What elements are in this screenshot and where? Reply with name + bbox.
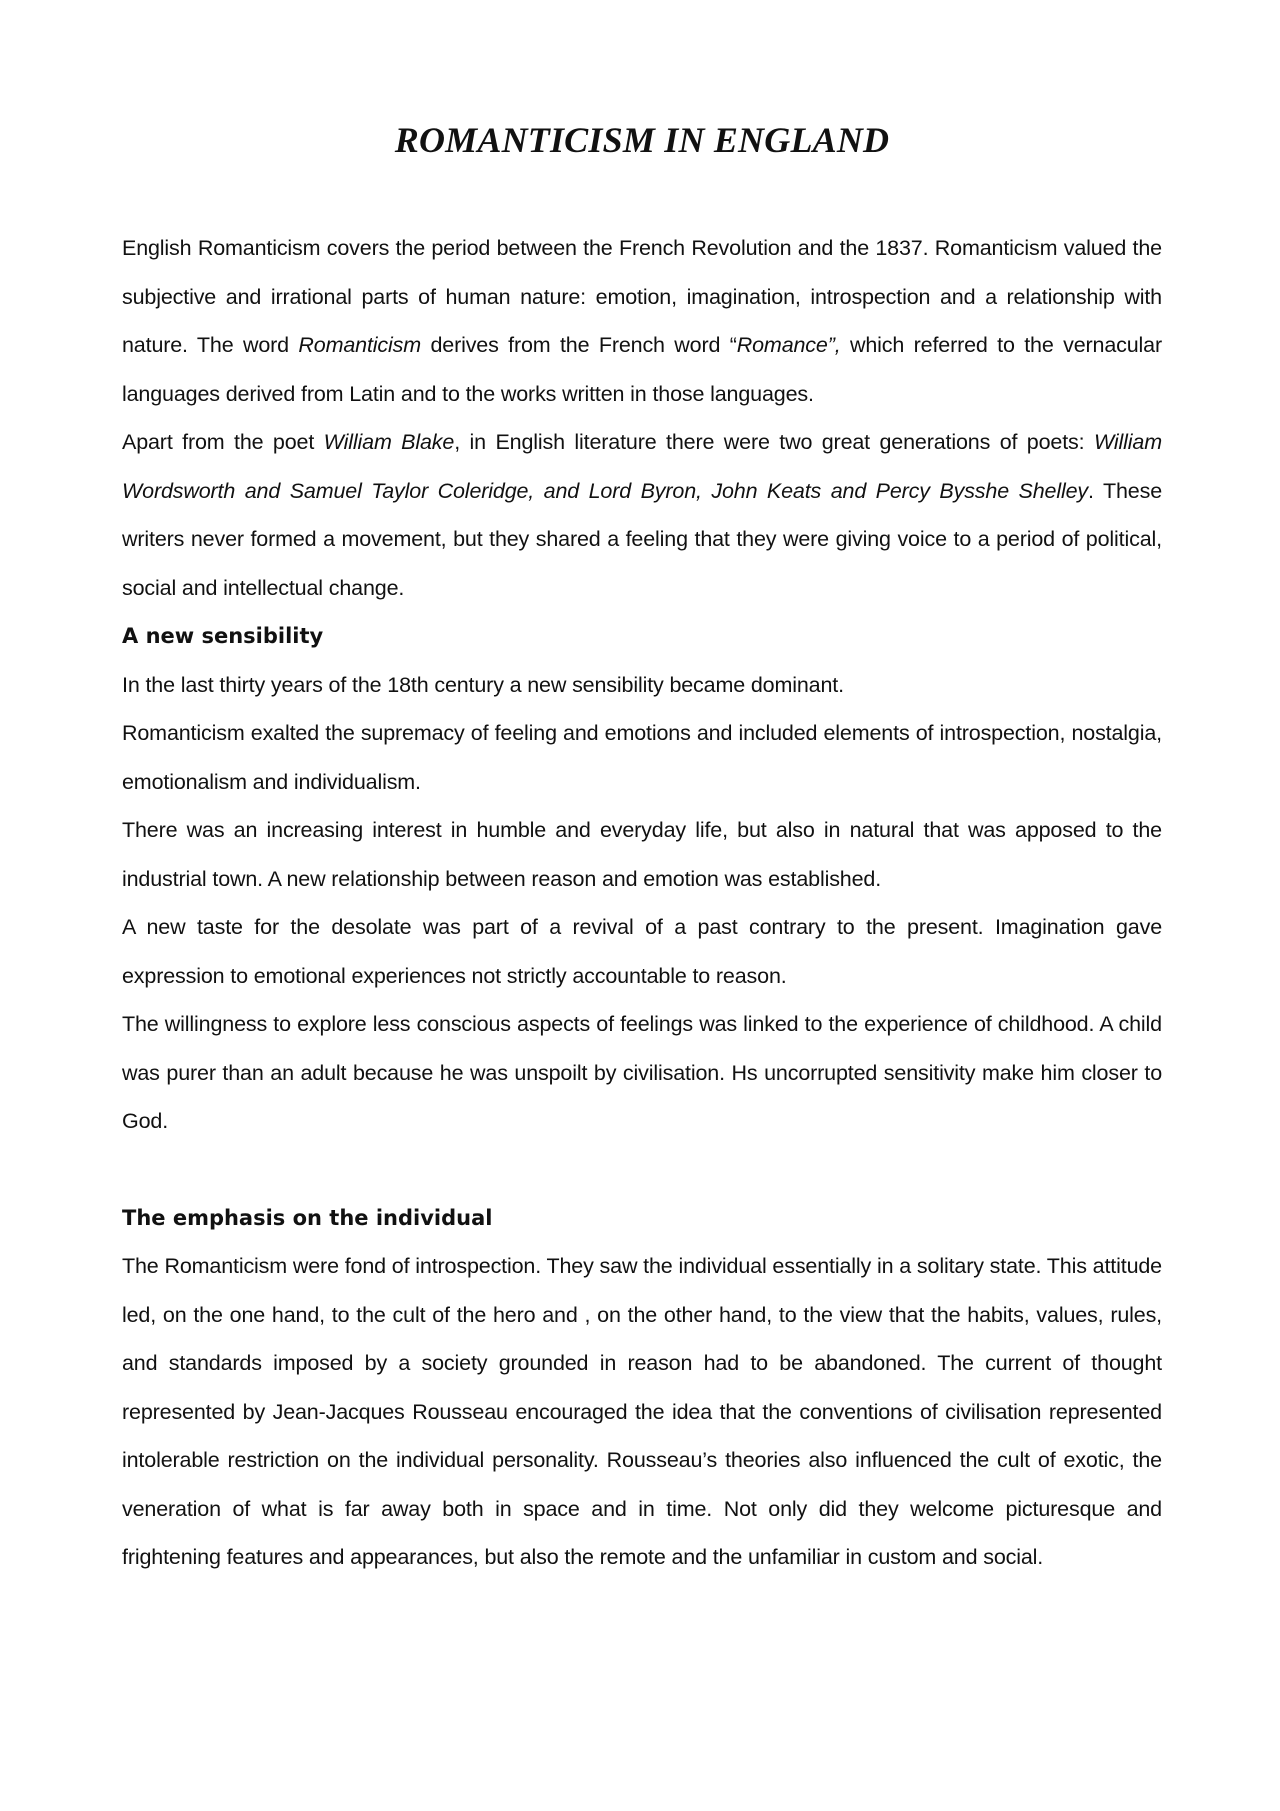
paragraph: The Romanticism were fond of introspection. They saw the individual essentially in a solitary state. This attitude led, on the one hand, to the cult of the hero and , on the other hand, to the view that the habits, values, rules, and standards imposed by a society grounded in reason had to be abandoned. The current of thought represented by Jean-Jacques Rousseau encouraged the idea that the conventions of civilisation represented intolerable restriction on the individual personality. Rousseau’s theories also influenced the cult of exotic, the veneration of what is far away both in space and in time. Not only did they welcome picturesque and frightening features and appearances, but also the remote and the unfamiliar in custom and social. xyxy=(122,1254,1162,1569)
italic-term: Romanticism xyxy=(298,333,422,357)
paragraph: A new taste for the desolate was part of a revival of a past contrary to the present. Imagination gave expression to emotional experiences not strictly accountable to reason. xyxy=(122,915,1162,988)
document-title: ROMANTICISM IN ENGLAND xyxy=(394,120,890,160)
text-run: derives from the French word “ xyxy=(421,333,737,357)
intro-paragraph-1 xyxy=(122,224,1162,418)
paragraph: There was an increasing interest in humble and everyday life, but also in natural that was apposed to the industrial town. A new relationship between reason and emotion was established. xyxy=(122,818,1162,891)
italic-name: William Blake xyxy=(323,430,455,454)
text-run: English Romanticism covers the period between the French Revolution and the 1837. Romanticism valued the subjective and irrational parts of human nature: emotion, imagination, introspection and a relationship with nature. The word xyxy=(122,236,1162,357)
section-heading-emphasis-individual: The emphasis on the individual xyxy=(122,1205,493,1230)
italic-term: Romance”, xyxy=(736,333,841,357)
text-run: which referred to the vernacular languages derived from Latin and to the works written in those languages. xyxy=(122,333,1162,406)
section-heading-new-sensibility: A new sensibility xyxy=(122,624,324,648)
document-page xyxy=(122,118,1162,1582)
paragraph: The willingness to explore less conscious aspects of feelings was linked to the experience of childhood. A child was purer than an adult because he was unspoilt by civilisation. Hs uncorrupted sensitivity make him closer to God. xyxy=(122,1012,1162,1133)
paragraph: Romanticism exalted the supremacy of feeling and emotions and included elements of introspection, nostalgia, emotionalism and individualism. xyxy=(122,721,1162,794)
section-spacer xyxy=(122,1146,1162,1194)
text-run: . These writers never formed a movement, but they shared a feeling that they were giving voice to a period of political, social and intellectual change. xyxy=(122,478,1163,600)
italic-names: William Wordsworth and Samuel Taylor Coleridge, and Lord Byron, John Keats and Percy Bysshe Shelley xyxy=(122,430,1162,503)
intro-paragraph-2 xyxy=(122,418,1162,612)
text-run: , in English literature there were two great generations of poets: xyxy=(454,430,1094,454)
paragraph: In the last thirty years of the 18th century a new sensibility became dominant. xyxy=(122,672,844,697)
text-run: Apart from the poet xyxy=(122,430,324,454)
